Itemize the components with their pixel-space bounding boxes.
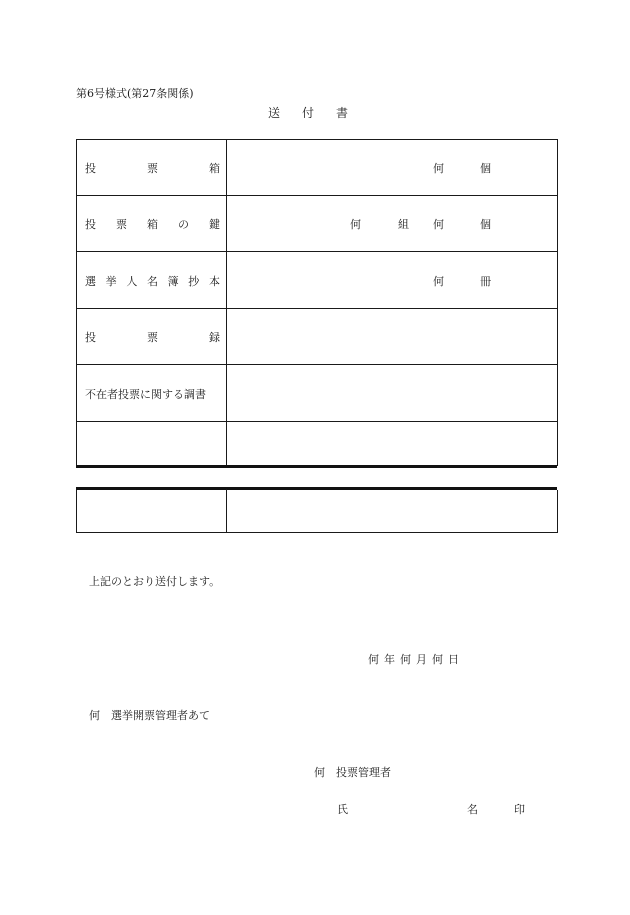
label-char: 名 <box>146 274 158 288</box>
value-unit: 組 <box>398 218 409 231</box>
value-unit: 冊 <box>480 274 491 288</box>
label-char: 選 <box>85 274 96 288</box>
title-char: 送 <box>268 106 281 120</box>
row-label <box>77 196 227 252</box>
row-label <box>77 140 227 196</box>
row-label <box>77 365 227 422</box>
value-unit: 個 <box>480 218 491 231</box>
statement-text: 上記のとおり送付します。 <box>89 575 221 588</box>
row-label <box>77 422 227 467</box>
table-row-absentee-report <box>77 364 557 422</box>
voting-manager: 何 投票管理者 <box>314 766 391 779</box>
document-title <box>268 104 348 121</box>
label-char: 録 <box>209 331 220 344</box>
value-nan: 何 <box>433 218 444 231</box>
signature-name: 名 <box>467 803 478 816</box>
label-char: 票 <box>147 331 158 344</box>
signature-seal: 印 <box>514 803 525 816</box>
value-nan: 何 <box>433 162 444 175</box>
row-value <box>227 252 557 309</box>
title-char: 付 <box>302 106 315 120</box>
label-char: 鍵 <box>209 218 220 231</box>
row-value <box>227 140 557 196</box>
title-char: 書 <box>336 106 349 120</box>
items-table-continued <box>76 490 558 533</box>
table-row-blank <box>77 489 557 532</box>
date-char: 月 <box>416 653 427 666</box>
table-break-line <box>76 465 557 468</box>
date-char: 何 <box>432 653 443 666</box>
label-char: 投 <box>85 218 96 231</box>
form-number: 第6号様式(第27条関係) <box>76 87 194 100</box>
label-char: 人 <box>126 274 138 288</box>
date-char: 日 <box>448 653 459 666</box>
label-char: 箱 <box>209 162 220 175</box>
date-char: 年 <box>384 653 395 666</box>
row-value <box>227 422 557 467</box>
label-char: 箱 <box>147 218 158 231</box>
row-value <box>227 489 557 532</box>
label-char: 票 <box>116 218 127 231</box>
row-value <box>227 365 557 422</box>
label-char: 挙 <box>105 274 117 288</box>
label-char: の <box>178 218 189 231</box>
items-table <box>76 139 558 466</box>
date-char: 何 <box>368 653 379 666</box>
table-row-blank <box>77 421 557 467</box>
table-row-ballot-box-key <box>77 195 557 252</box>
label-char: 投 <box>85 331 96 344</box>
row-value <box>227 309 557 365</box>
row-label <box>77 252 227 309</box>
table-row-ballot-box <box>77 139 557 196</box>
table-row-voting-record <box>77 308 557 365</box>
value-unit: 個 <box>480 162 491 175</box>
value-nan: 何 <box>433 274 444 288</box>
value-nan: 何 <box>350 218 361 231</box>
label-char: 投 <box>85 162 96 175</box>
date-char: 何 <box>400 653 411 666</box>
addressee: 何 選挙開票管理者あて <box>89 709 210 722</box>
table-row-voter-register <box>77 251 557 309</box>
label-text: 不在者投票に関する調書 <box>85 387 206 401</box>
date-line <box>368 651 464 667</box>
label-char: 票 <box>147 162 158 175</box>
row-value <box>227 196 557 252</box>
label-char: 本 <box>208 274 220 288</box>
row-label <box>77 489 227 532</box>
row-label <box>77 309 227 365</box>
label-char: 抄 <box>188 274 200 288</box>
label-char: 簿 <box>167 274 179 288</box>
signature-surname: 氏 <box>337 803 348 816</box>
